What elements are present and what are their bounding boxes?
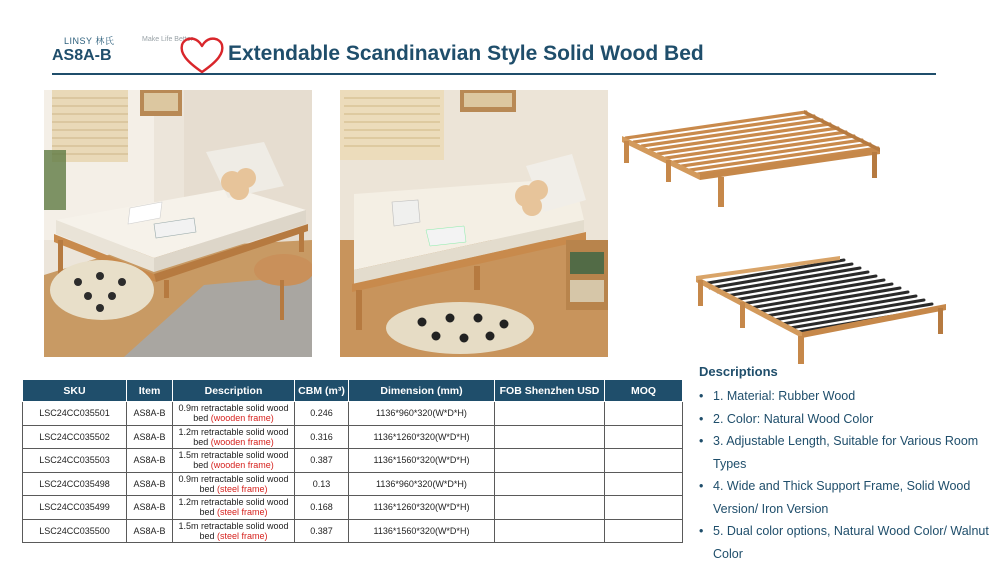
description-text: 1.5m retractable solid wood bed	[178, 520, 289, 541]
cell-sku: LSC24CC035502	[23, 425, 127, 449]
spec-table	[22, 379, 683, 543]
cell-moq	[605, 519, 683, 543]
table-row	[23, 449, 683, 473]
description-item-text: 3. Adjustable Length, Suitable for Various Room Types	[713, 434, 979, 471]
bullet-icon: •	[699, 524, 704, 538]
cell-description	[173, 425, 295, 449]
list-item	[699, 385, 999, 408]
bullet-icon: •	[699, 434, 704, 448]
cell-item: AS8A-B	[127, 449, 173, 473]
column-header-dimension: Dimension (mm)	[349, 380, 495, 402]
brand-logo-text: LINSY 林氏	[64, 36, 115, 46]
table-row	[23, 402, 683, 426]
cell-moq	[605, 425, 683, 449]
frame-type-note: (steel frame)	[217, 507, 268, 518]
bullet-icon: •	[699, 411, 704, 426]
frame-type-note: (wooden frame)	[210, 460, 274, 471]
description-text: 0.9m retractable solid wood bed	[178, 403, 289, 424]
cell-item: AS8A-B	[127, 496, 173, 520]
table-row	[23, 472, 683, 496]
bed-frame-steel-render	[690, 254, 952, 364]
list-item	[699, 475, 999, 520]
description-item-text: 4. Wide and Thick Support Frame, Solid Wood Version/ Iron Version	[713, 479, 971, 516]
description-text: 1.2m retractable solid wood bed	[178, 426, 289, 447]
description-item-text: 2. Color: Natural Wood Color	[713, 411, 874, 426]
frame-type-note: (wooden frame)	[210, 413, 274, 424]
frame-type-note: (steel frame)	[217, 483, 268, 494]
column-header-cbm: CBM (m³)	[295, 380, 349, 402]
bullet-icon: •	[699, 389, 704, 403]
column-header-sku: SKU	[23, 380, 127, 402]
cell-fob	[495, 402, 605, 426]
cell-fob	[495, 519, 605, 543]
cell-description	[173, 402, 295, 426]
cell-moq	[605, 449, 683, 473]
column-header-moq: MOQ	[605, 380, 683, 402]
table-header-row	[23, 380, 683, 402]
cell-item: AS8A-B	[127, 519, 173, 543]
cell-cbm: 0.13	[295, 472, 349, 496]
cell-description	[173, 496, 295, 520]
table-row	[23, 519, 683, 543]
cell-sku: LSC24CC035501	[23, 402, 127, 426]
heart-icon	[178, 34, 226, 76]
description-text: 1.2m retractable solid wood bed	[178, 497, 289, 518]
description-text: 1.5m retractable solid wood bed	[178, 450, 289, 471]
cell-item: AS8A-B	[127, 402, 173, 426]
cell-cbm: 0.246	[295, 402, 349, 426]
bed-room-photo-2	[340, 90, 608, 357]
bed-frame-wooden-render	[618, 108, 886, 208]
column-header-fob: FOB Shenzhen USD	[495, 380, 605, 402]
descriptions-list	[699, 385, 999, 563]
cell-cbm: 0.316	[295, 425, 349, 449]
descriptions-heading: Descriptions	[699, 364, 778, 379]
cell-dimension: 1136*960*320(W*D*H)	[349, 402, 495, 426]
frame-type-note: (steel frame)	[217, 530, 268, 541]
model-code: AS8A-B	[52, 47, 112, 64]
cell-cbm: 0.168	[295, 496, 349, 520]
column-header-item: Item	[127, 380, 173, 402]
description-item-text: 1. Material: Rubber Wood	[713, 389, 856, 403]
description-text: 0.9m retractable solid wood bed	[178, 473, 289, 494]
cell-description	[173, 449, 295, 473]
bed-room-photo-1	[44, 90, 312, 357]
brand-tagline: Make Life Better	[142, 36, 193, 43]
table-row	[23, 496, 683, 520]
cell-item: AS8A-B	[127, 472, 173, 496]
page-title: Extendable Scandinavian Style Solid Wood Bed	[228, 42, 704, 65]
cell-fob	[495, 472, 605, 496]
cell-sku: LSC24CC035500	[23, 519, 127, 543]
cell-description	[173, 519, 295, 543]
cell-fob	[495, 496, 605, 520]
cell-description	[173, 472, 295, 496]
cell-moq	[605, 496, 683, 520]
cell-cbm: 0.387	[295, 519, 349, 543]
table-row	[23, 425, 683, 449]
cell-dimension: 1136*960*320(W*D*H)	[349, 472, 495, 496]
cell-item: AS8A-B	[127, 425, 173, 449]
cell-cbm: 0.387	[295, 449, 349, 473]
cell-dimension: 1136*1560*320(W*D*H)	[349, 519, 495, 543]
description-item-text: 5. Dual color options, Natural Wood Color/ Walnut Color	[713, 524, 989, 561]
frame-type-note: (wooden frame)	[210, 436, 274, 447]
cell-dimension: 1136*1260*320(W*D*H)	[349, 496, 495, 520]
cell-moq	[605, 402, 683, 426]
cell-moq	[605, 472, 683, 496]
descriptions-panel	[699, 364, 999, 563]
list-item	[699, 520, 999, 563]
list-item	[699, 408, 999, 431]
cell-dimension: 1136*1560*320(W*D*H)	[349, 449, 495, 473]
column-header-description: Description	[173, 380, 295, 402]
title-divider	[52, 73, 936, 75]
list-item	[699, 430, 999, 475]
cell-sku: LSC24CC035498	[23, 472, 127, 496]
cell-sku: LSC24CC035503	[23, 449, 127, 473]
cell-sku: LSC24CC035499	[23, 496, 127, 520]
cell-dimension: 1136*1260*320(W*D*H)	[349, 425, 495, 449]
bullet-icon: •	[699, 479, 704, 493]
cell-fob	[495, 449, 605, 473]
cell-fob	[495, 425, 605, 449]
